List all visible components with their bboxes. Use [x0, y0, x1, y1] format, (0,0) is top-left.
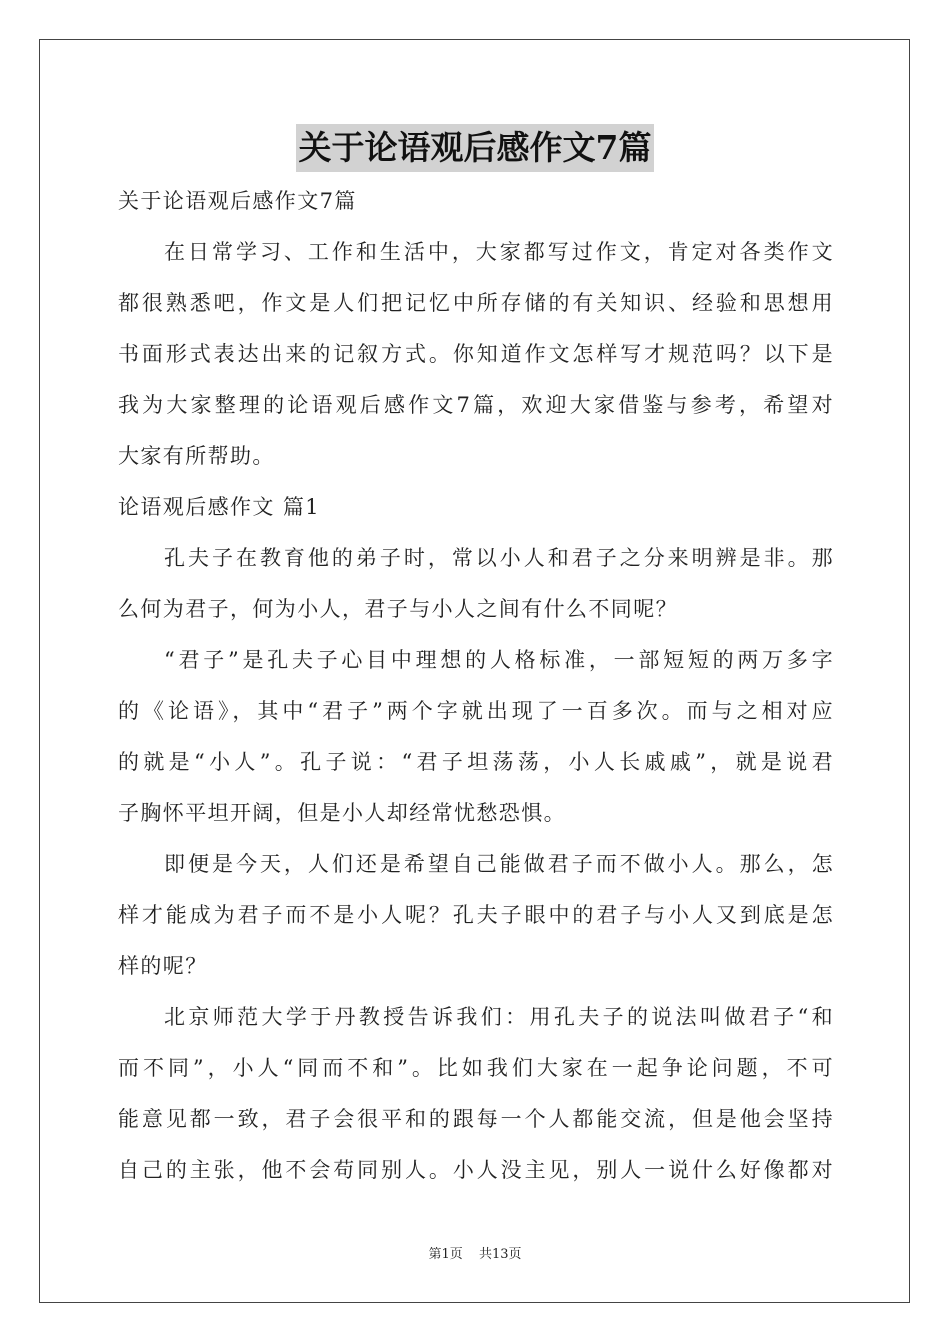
paragraph-3 — [118, 839, 834, 992]
para3-line-1: 即便是今天，人们还是希望自己能做君子而不做小人。那么，怎 — [164, 852, 834, 876]
title-area — [0, 124, 950, 172]
paragraph-1 — [118, 533, 834, 635]
para3-line-3: 样的呢？ — [118, 954, 208, 978]
intro-line-1: 在日常学习、工作和生活中，大家都写过作文，肯定对各类作文 — [164, 240, 834, 264]
intro-line-3: 书面形式表达出来的记叙方式。你知道作文怎样写才规范吗？以下是 — [118, 342, 834, 366]
paragraph-4 — [118, 992, 834, 1196]
section-heading: 论语观后感作文 篇1 — [118, 495, 321, 519]
para2-line-3: 的就是“小人”。孔子说：“君子坦荡荡，小人长戚戚”，就是说君 — [118, 750, 834, 774]
intro-line-2: 都很熟悉吧，作文是人们把记忆中所存储的有关知识、经验和思想用 — [118, 291, 834, 315]
paragraph-2 — [118, 635, 834, 839]
para2-line-1: “君子”是孔夫子心目中理想的人格标准，一部短短的两万多字 — [164, 648, 834, 672]
page-number-total: 共13页 — [478, 1247, 522, 1262]
para1-line-2: 么何为君子，何为小人，君子与小人之间有什么不同呢？ — [118, 597, 678, 621]
para2-line-2: 的《论语》，其中“君子”两个字就出现了一百多次。而与之相对应 — [118, 699, 834, 723]
intro-paragraph — [118, 227, 834, 482]
para2-line-4: 子胸怀平坦开阔，但是小人却经常忧愁恐惧。 — [118, 801, 566, 825]
page-footer — [0, 1245, 950, 1265]
page-number-current: 第1页 — [428, 1247, 463, 1262]
document-subtitle: 关于论语观后感作文7篇 — [118, 189, 357, 213]
para4-line-4: 自己的主张，他不会苟同别人。小人没主见，别人一说什么好像都对 — [118, 1158, 834, 1182]
para1-line-1: 孔夫子在教育他的弟子时，常以小人和君子之分来明辨是非。那 — [164, 546, 834, 570]
document-body — [118, 176, 834, 1196]
intro-line-5: 大家有所帮助。 — [118, 444, 275, 468]
para3-line-2: 样才能成为君子而不是小人呢？孔夫子眼中的君子与小人又到底是怎 — [118, 903, 834, 927]
intro-line-4: 我为大家整理的论语观后感作文7篇，欢迎大家借鉴与参考，希望对 — [118, 393, 834, 417]
para4-line-1: 北京师范大学于丹教授告诉我们：用孔夫子的说法叫做君子“和 — [164, 1005, 834, 1029]
para4-line-3: 能意见都一致，君子会很平和的跟每一个人都能交流，但是他会坚持 — [118, 1107, 834, 1131]
para4-line-2: 而不同”，小人“同而不和”。比如我们大家在一起争论问题，不可 — [118, 1056, 834, 1080]
document-title: 关于论语观后感作文7篇 — [296, 124, 655, 172]
